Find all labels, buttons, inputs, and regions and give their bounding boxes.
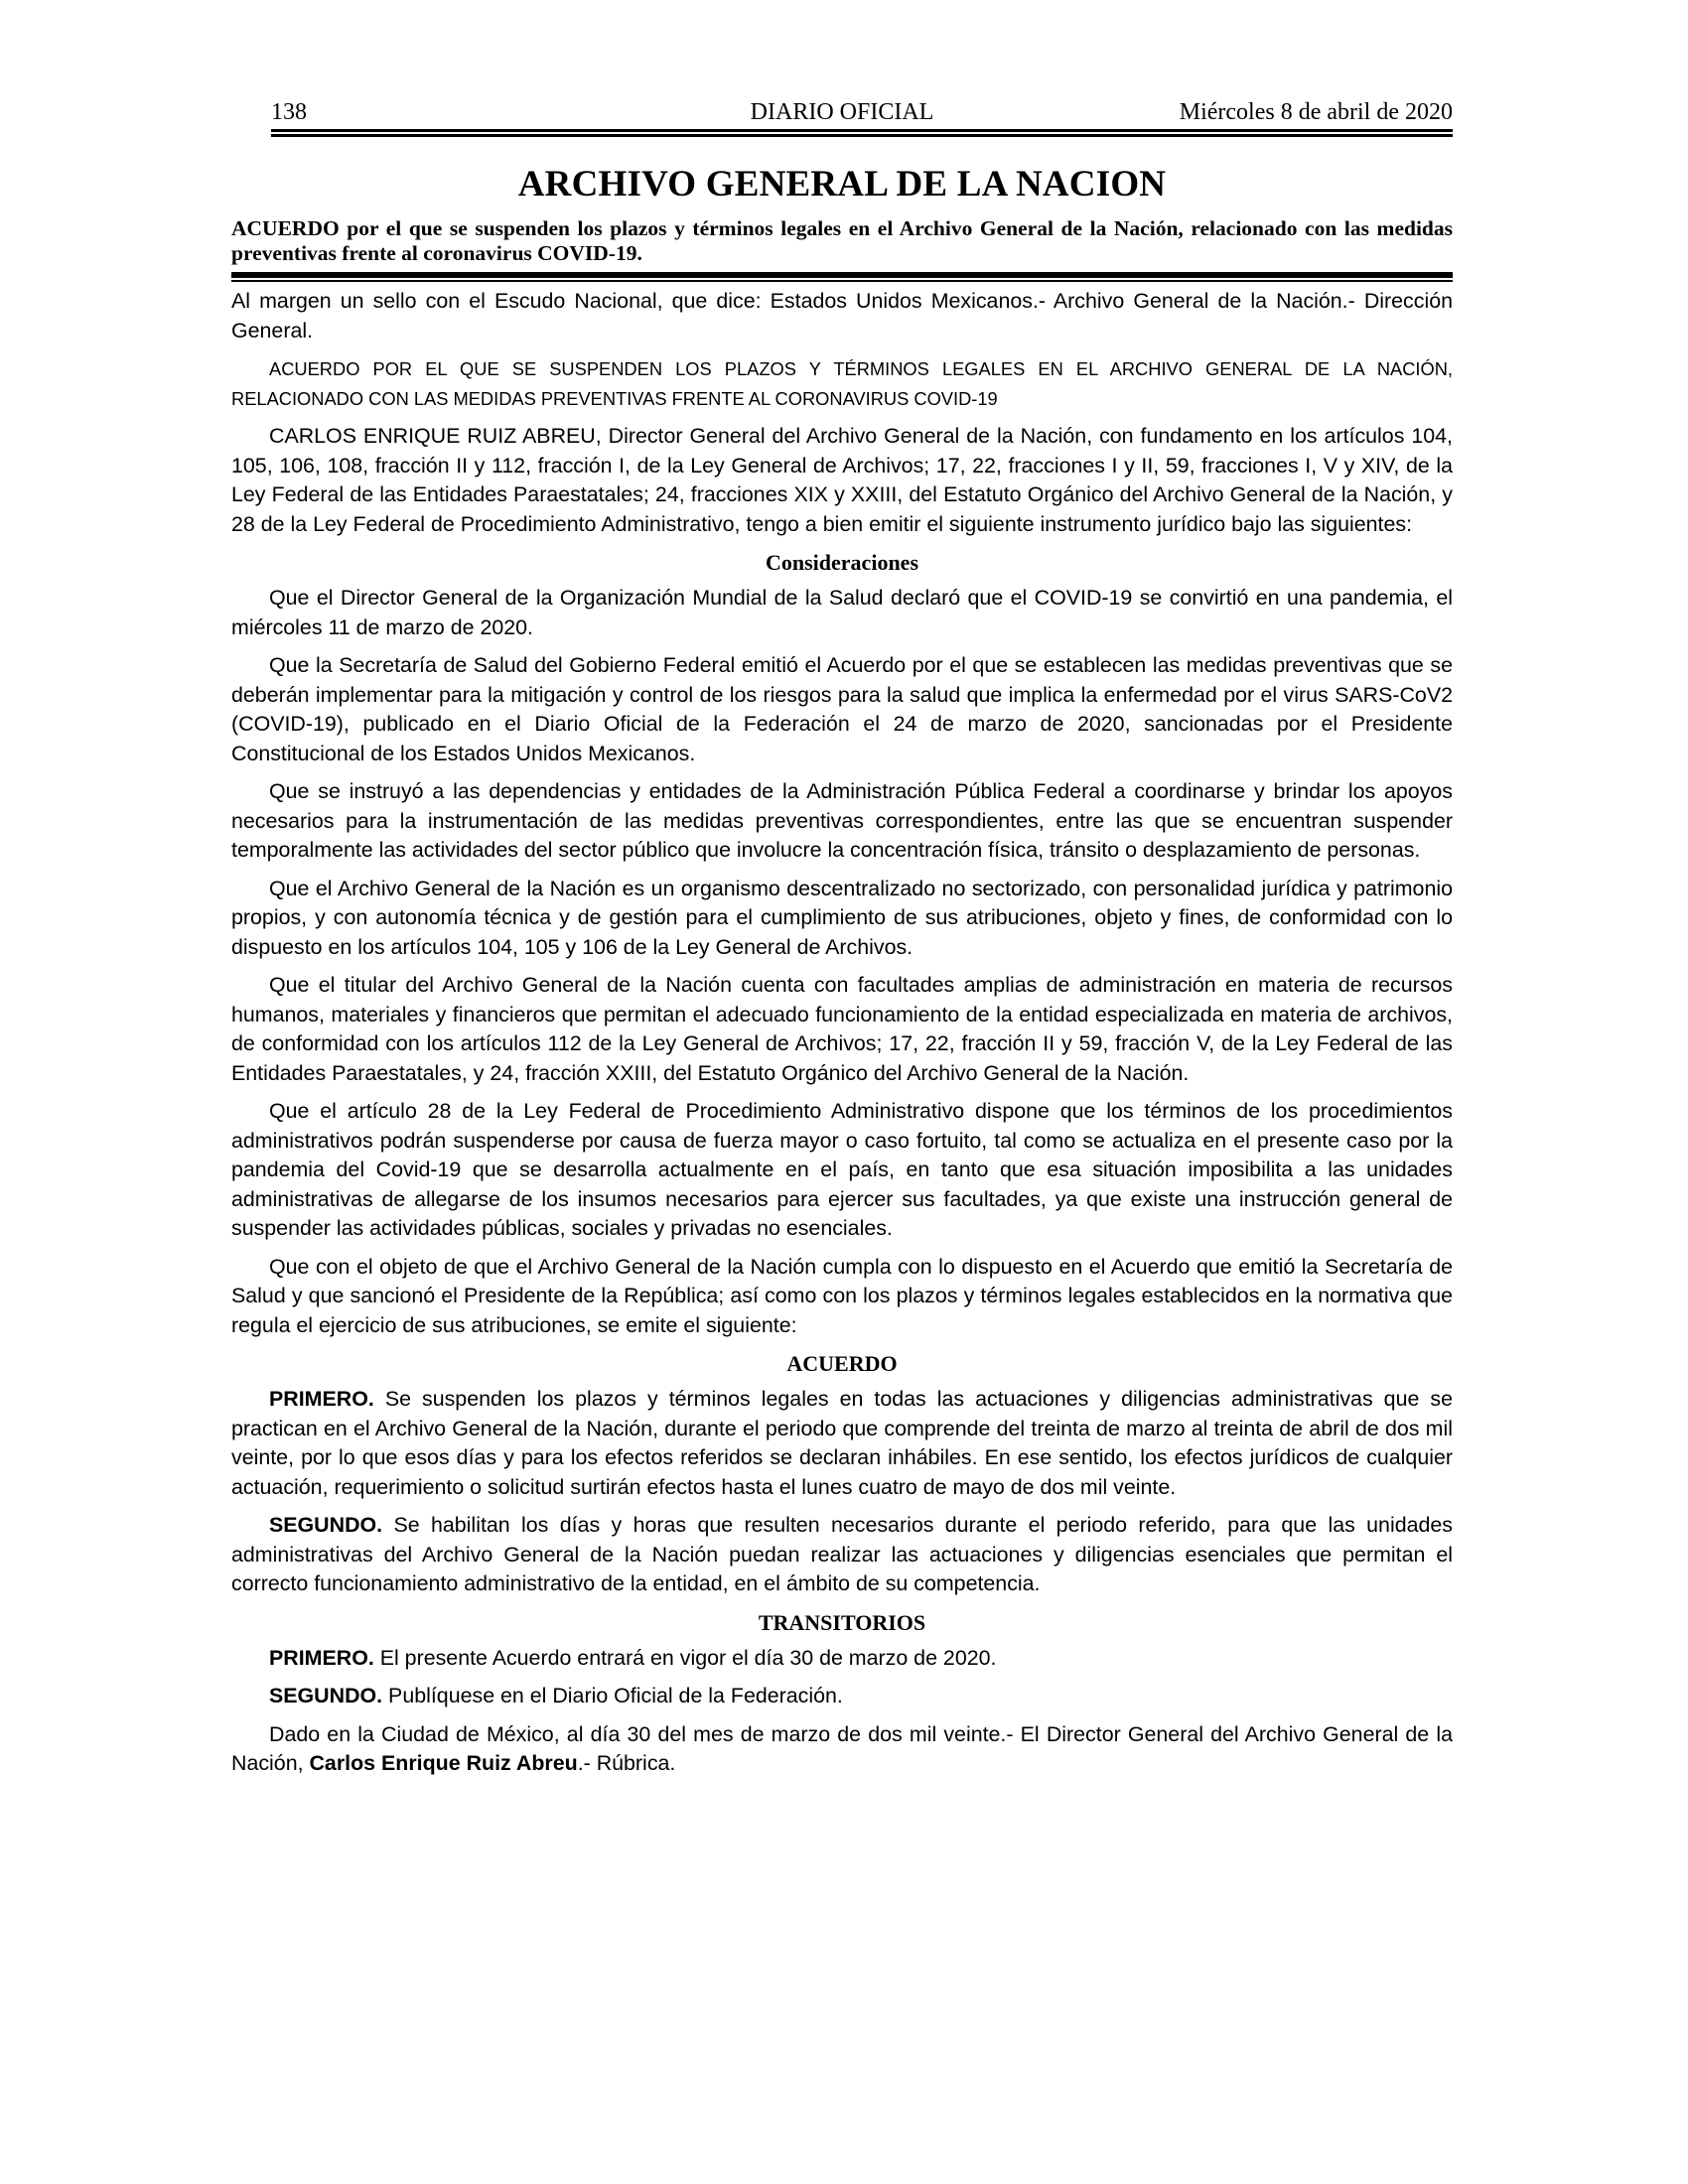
closing-paragraph xyxy=(231,1720,1453,1779)
running-header xyxy=(231,95,1453,129)
consideration-paragraph: Que el Archivo General de la Nación es un organismo descentralizado no sectorizado, con personalidad jurídica y patrimonio propios, y con autonomía técnica y de gestión para el cumplimiento de sus atribuciones, objeto y fines, de conformidad con lo dispuesto en los artículos 104, 105 y 106 de la Ley General de Archivos. xyxy=(231,876,1453,959)
section-title: ARCHIVO GENERAL DE LA NACION xyxy=(517,164,1167,205)
document-summary xyxy=(231,216,1453,266)
consideration-paragraph: Que con el objeto de que el Archivo General de la Nación cumpla con lo dispuesto en el Acuerdo que emitió la Secretaría de Salud y que sancionó el Presidente de la República; así como con los plazos y términos legales establecidos en la normativa que regula el ejercicio de sus atribuciones, se emite el siguiente: xyxy=(231,1254,1453,1337)
publication-name: DIARIO OFICIAL xyxy=(750,99,934,125)
summary-lead: ACUERDO xyxy=(231,216,340,240)
closing-text: Dado en la Ciudad de México, al día 30 del mes de marzo de dos mil veinte.- El Director General del Archivo General de la Nación, xyxy=(231,1721,1453,1775)
article-text: Se habilitan los días y horas que resulten necesarios durante el periodo referido, para que las unidades administrativas del Archivo General de la Nación puedan realizar las actuaciones y diligencias esenciales que permitan el correcto funcionamiento administrativo de la entidad, en el ámbito de su competencia. xyxy=(231,1513,1453,1595)
caps-title: ACUERDO POR EL QUE SE SUSPENDEN LOS PLAZOS Y TÉRMINOS LEGALES EN EL ARCHIVO GENERAL DE LA NACIÓN, RELACIONADO CON LAS MEDIDAS PREVENTIVAS FRENTE AL CORONAVIRUS COVID-19 xyxy=(231,358,1453,409)
summary-rule-thin xyxy=(231,280,1453,282)
header-rule-bottom xyxy=(271,134,1453,137)
agreement-heading: ACUERDO xyxy=(786,1351,898,1376)
transitory-article-primero xyxy=(231,1644,1453,1674)
header-rule-top xyxy=(271,129,1453,132)
consideration-paragraph: Que se instruyó a las dependencias y entidades de la Administración Pública Federal a coordinarse y brindar los apoyos necesarios para la instrumentación de las medidas preventivas correspondientes, entre las que se encuentran suspender temporalmente las actividades del sector público que involucre la concentración física, tránsito o desplazamiento de personas. xyxy=(231,779,1453,862)
considerations-heading: Consideraciones xyxy=(766,550,918,575)
article-label: SEGUNDO. xyxy=(269,1684,383,1707)
consideration-paragraph: Que la Secretaría de Salud del Gobierno Federal emitió el Acuerdo por el que se establecen las medidas preventivas que se deberán implementar para la mitigación y control de los riesgos para la salud que implica la enfermedad por el virus SARS-CoV2 (COVID-19), publicado en el Diario Oficial de la Federación el 24 de marzo de 2020, sancionadas por el Presidente Constitucional de los Estados Unidos Mexicanos. xyxy=(231,653,1453,765)
consideration-paragraph: Que el Director General de la Organización Mundial de la Salud declaró que el COVID-19 se convirtió en una pandemia, el miércoles 11 de marzo de 2020. xyxy=(231,586,1453,639)
signatory-name: Carlos Enrique Ruiz Abreu xyxy=(309,1751,578,1775)
header-double-rule xyxy=(271,129,1453,137)
summary-rule-thick xyxy=(231,272,1453,278)
seal-note: Al margen un sello con el Escudo Nacional, que dice: Estados Unidos Mexicanos.- Archivo General de la Nación.- Dirección General. xyxy=(231,289,1453,342)
page-number: 138 xyxy=(271,99,307,125)
summary-text: por el que se suspenden los plazos y términos legales en el Archivo General de la Nación, relacionado con las medidas preventivas frente al coronavirus COVID-19. xyxy=(231,216,1453,265)
consideration-paragraph: Que el artículo 28 de la Ley Federal de Procedimiento Administrativo dispone que los términos de los procedimientos administrativos podrán suspenderse por causa de fuerza mayor o caso fortuito, tal como se actualiza en el presente caso por la pandemia del Covid-19 que se desarrolla actualmente en el país, en tanto que esa situación imposibilita a las unidades administrativas de allegarse de los insumos necesarios para ejercer sus facultades, ya que existe una instrucción general de suspender las actividades públicas, sociales y privadas no esenciales. xyxy=(231,1099,1453,1240)
document-body xyxy=(231,287,1453,1779)
consideration-paragraph: Que el titular del Archivo General de la Nación cuenta con facultades amplias de administración en materia de recursos humanos, materiales y financieros que permitan el adecuado funcionamiento de la entidad especializada en materia de archivos, de conformidad con los artículos 112 de la Ley General de Archivos; 17, 22, fracción II y 59, fracción V, de la Ley Federal de las Entidades Paraestatales, y 24, fracción XXIII, del Estatuto Orgánico del Archivo General de la Nación. xyxy=(231,973,1453,1085)
summary-double-rule xyxy=(231,272,1453,283)
publication-date: Miércoles 8 de abril de 2020 xyxy=(1179,99,1453,125)
article-label: PRIMERO. xyxy=(269,1387,374,1411)
article-label: PRIMERO. xyxy=(269,1645,374,1670)
article-text: Publíquese en el Diario Oficial de la Federación. xyxy=(382,1684,843,1707)
transitory-heading: TRANSITORIOS xyxy=(758,1609,926,1635)
transitory-article-segundo xyxy=(231,1682,1453,1711)
agreement-article-primero xyxy=(231,1385,1453,1502)
article-text: El presente Acuerdo entrará en vigor el día 30 de marzo de 2020. xyxy=(373,1645,997,1670)
article-label: SEGUNDO. xyxy=(269,1513,383,1537)
closing-suffix: .- Rúbrica. xyxy=(577,1751,676,1775)
agreement-article-segundo xyxy=(231,1511,1453,1599)
preamble: CARLOS ENRIQUE RUIZ ABREU, Director General del Archivo General de la Nación, con fundamento en los artículos 104, 105, 106, 108, fracción II y 112, fracción I, de la Ley General de Archivos; 17, 22, fracciones I y II, 59, fracciones I, V y XIV, de la Ley Federal de las Entidades Paraestatales; 24, fracciones XIX y XXIII, del Estatuto Orgánico del Archivo General de la Nación, y 28 de la Ley Federal de Procedimiento Administrativo, tengo a bien emitir el siguiente instrumento jurídico bajo las siguientes: xyxy=(231,424,1453,536)
article-text: Se suspenden los plazos y términos legales en todas las actuaciones y diligencias administrativas que se practican en el Archivo General de la Nación, durante el periodo que comprende del treinta de marzo al treinta de abril de dos mil veinte, por lo que esos días y para los efectos referidos se declaran inhábiles. En ese sentido, los efectos jurídicos de cualquier actuación, requerimiento o solicitud surtirán efectos hasta el lunes cuatro de mayo de dos mil veinte. xyxy=(231,1387,1453,1499)
document-page xyxy=(231,95,1453,1788)
